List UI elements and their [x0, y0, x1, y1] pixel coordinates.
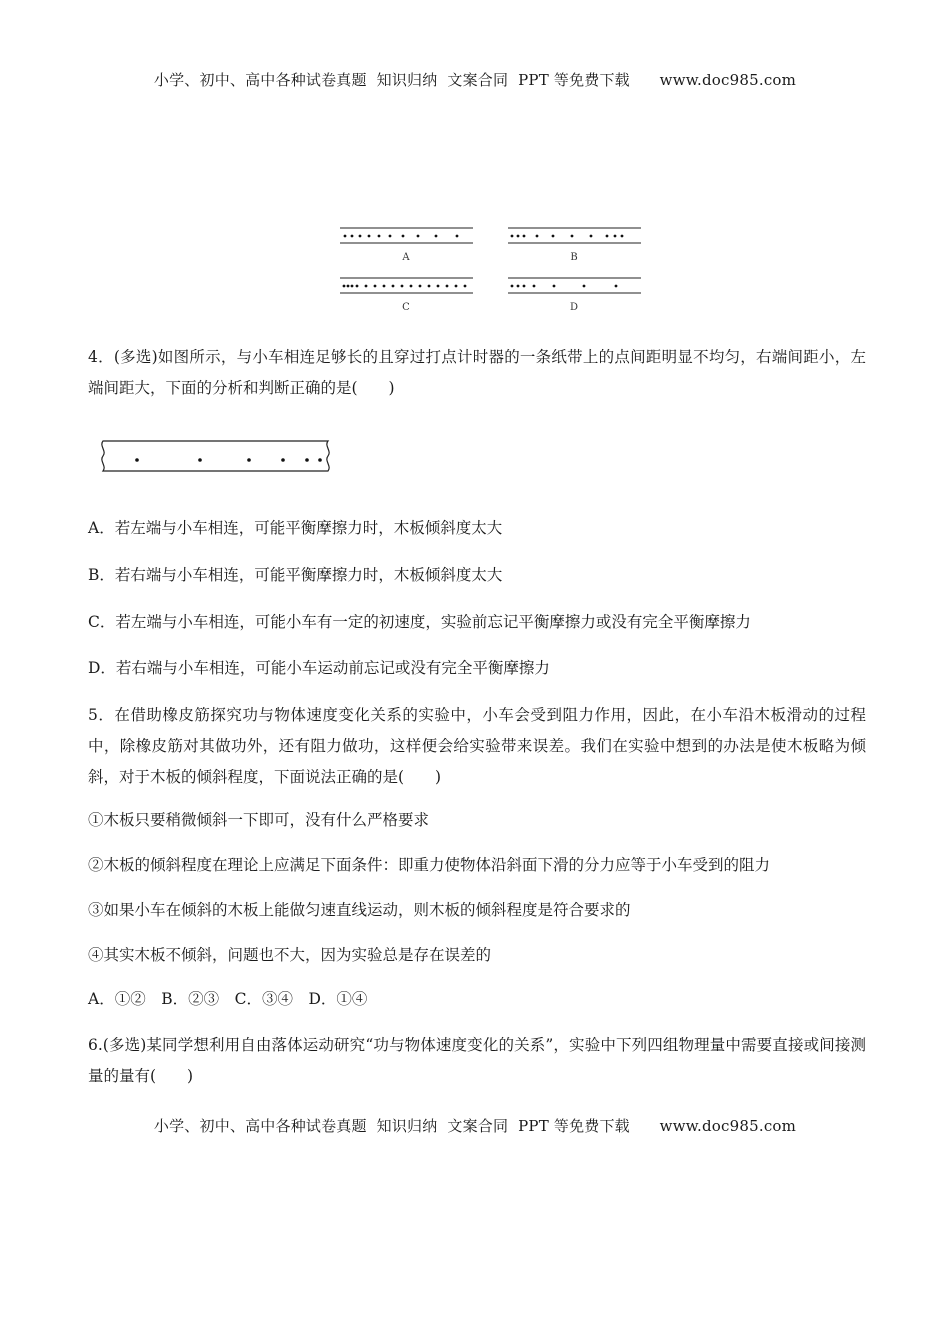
question-5-stem: 5．在借助橡皮筋探究功与物体速度变化关系的实验中，小车会受到阻力作用，因此，在小车沿木板滑动的过程中，除橡皮筋对其做功外，还有阻力做功，这样便会给实验带来误差。我们在实验中想到的办法是使木板略为倾斜，对于木板的倾斜程度，下面说法正确的是( ): [88, 706, 866, 786]
paper-tape-figure: [96, 436, 336, 478]
tape-d-dots: [511, 285, 618, 288]
page-footer: 小学、初中、高中各种试卷真题 知识归纳 文案合同 PPT 等免费下载 www.doc985.com: [153, 1117, 797, 1135]
tape-b-dots: [511, 235, 624, 238]
tape-c: [340, 278, 473, 293]
q4-option-b: B．若右端与小车相连，可能平衡摩擦力时，木板倾斜度太大: [88, 566, 503, 584]
q4-option-c: C．若左端与小车相连，可能小车有一定的初速度，实验前忘记平衡摩擦力或没有完全平衡摩擦力: [88, 613, 751, 631]
tape-figure-abcd: [335, 222, 647, 314]
q5-statement-4: ④其实木板不倾斜，问题也不大，因为实验总是存在误差的: [88, 946, 492, 964]
tape-label-a: A: [402, 252, 410, 263]
tape-c-dots: [343, 285, 467, 288]
q5-statement-2: ②木板的倾斜程度在理论上应满足下面条件：即重力使物体沿斜面下滑的分力应等于小车受到的阻力: [88, 856, 771, 874]
question-4-stem: 4．(多选)如图所示，与小车相连足够长的且穿过打点计时器的一条纸带上的点间距明显不均匀，右端间距小，左端间距大，下面的分析和判断正确的是( ): [88, 348, 866, 397]
q4-option-d: D．若右端与小车相连，可能小车运动前忘记或没有完全平衡摩擦力: [88, 659, 550, 677]
q5-choices: A．①② B．②③ C．③④ D．①④: [88, 990, 368, 1008]
tape-label-c: C: [402, 302, 410, 313]
q5-statement-3: ③如果小车在倾斜的木板上能做匀速直线运动，则木板的倾斜程度是符合要求的: [88, 901, 631, 919]
tape-label-d: D: [569, 302, 579, 313]
tape-label-b: B: [570, 252, 578, 263]
tape-a-dots: [344, 235, 459, 238]
tape-outline: [102, 441, 329, 471]
q5-statement-1: ①木板只要稍微倾斜一下即可，没有什么严格要求: [88, 811, 430, 829]
tape-d: [508, 278, 641, 293]
q4-option-a: A．若左端与小车相连，可能平衡摩擦力时，木板倾斜度太大: [88, 519, 503, 537]
page-header: 小学、初中、高中各种试卷真题 知识归纳 文案合同 PPT 等免费下载 www.doc985.com: [153, 71, 797, 89]
question-6-stem: 6.(多选)某同学想利用自由落体运动研究“功与物体速度变化的关系”，实验中下列四组物理量中需要直接或间接测量的量有( ): [88, 1036, 866, 1085]
